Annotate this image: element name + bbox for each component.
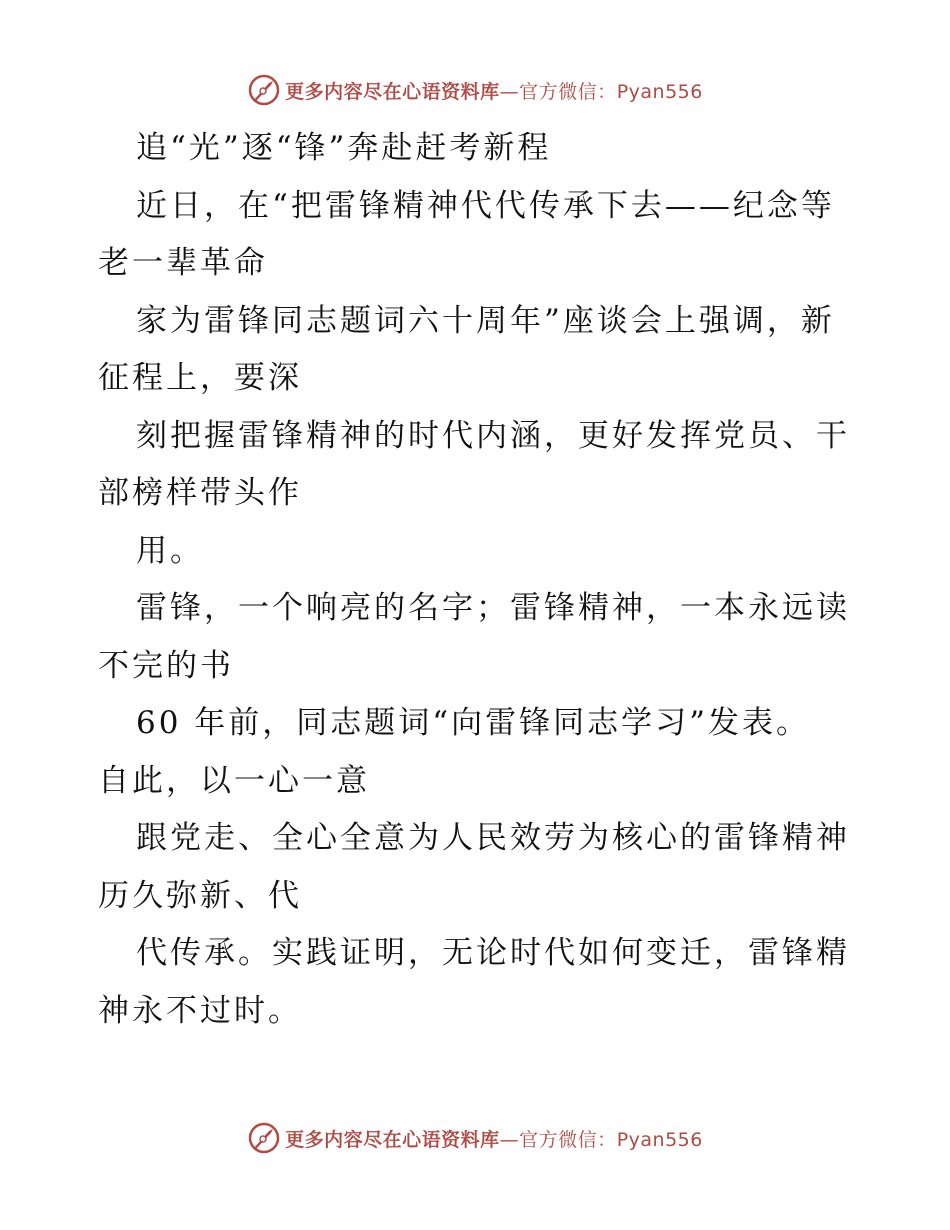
header-watermark — [0, 70, 950, 110]
text-line: 用。 — [136, 532, 204, 569]
watermark-suffix: —官方微信： — [499, 80, 617, 103]
text-line: 追“光”逐“锋”奔赴赶考新程 — [136, 130, 552, 166]
text-line: 60 年前，同志题词“向雷锋同志学习”发表。 — [136, 705, 810, 741]
text-line: 刻把握雷锋精神的时代内涵，更好发挥党员、干 — [136, 417, 850, 454]
text-line: 自此，以一心一意 — [98, 762, 370, 799]
text-line: 跟党走、全心全意为人民效劳为核心的雷锋精神 — [136, 820, 850, 856]
text-line: 老一辈革命 — [98, 245, 268, 281]
watermark-prefix: 更多内容尽在心语资料库 — [285, 80, 500, 103]
quill-logo-icon — [247, 1121, 281, 1155]
footer-watermark — [0, 1118, 950, 1158]
text-line: 神永不过时。 — [98, 992, 302, 1029]
text-line: 部榜样带头作 — [98, 475, 302, 511]
text-line: 近日，在“把雷锋精神代代传承下去——纪念等 — [136, 187, 835, 224]
text-line: 历久弥新、代 — [98, 877, 302, 914]
article-body — [98, 120, 858, 1040]
text-line: 雷锋，一个响亮的名字；雷锋精神，一本永远读 — [136, 590, 850, 626]
watermark-suffix: —官方微信： — [499, 1128, 617, 1151]
watermark-wechat-id: Pyan556 — [616, 1128, 703, 1151]
text-line: 不完的书 — [98, 647, 234, 684]
watermark-prefix: 更多内容尽在心语资料库 — [285, 1128, 500, 1151]
text-line: 代传承。实践证明，无论时代如何变迁，雷锋精 — [136, 935, 850, 971]
quill-logo-icon — [247, 73, 281, 107]
text-line: 征程上，要深 — [98, 360, 302, 396]
watermark-wechat-id: Pyan556 — [616, 80, 703, 103]
text-line: 家为雷锋同志题词六十周年”座谈会上强调，新 — [136, 302, 835, 339]
